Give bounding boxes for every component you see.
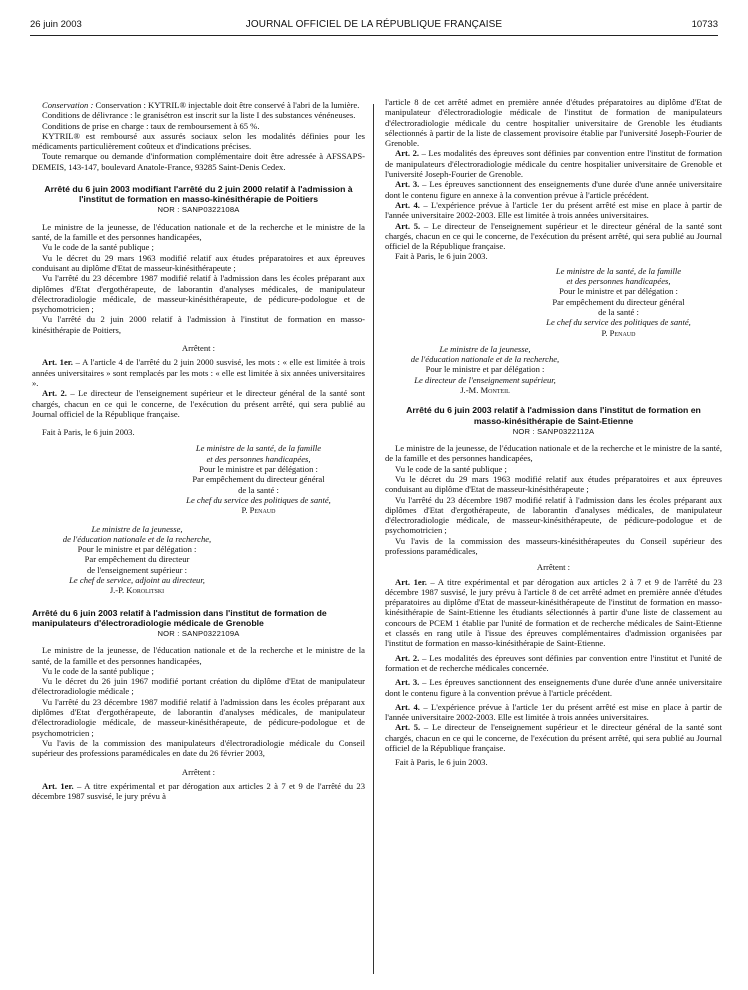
page-header: [30, 19, 718, 35]
sig-line: et des personnes handicapées,: [566, 276, 671, 287]
article-text: – A titre expérimental et par dérogation aux articles 2 à 7 et 9 de l'arrêté du 23 décembre 1987 susvisé, le jury prévu à: [32, 780, 366, 802]
intro-text: Conservation : KYTRIL® injectable doit être conservé à l'abri de la lumière.: [95, 100, 360, 110]
article-paragraph: [385, 702, 722, 723]
article-label: Art. 3.: [395, 179, 420, 190]
signatory-name: P. Penaud: [241, 505, 276, 516]
body-paragraph: Vu le décret du 29 mars 1963 modifié relatif aux études préparatoires et aux épreuves conduisant au diplôme d'Etat de masseur-kinésithérapeute ;: [32, 252, 365, 273]
body-paragraph: Le ministre de la jeunesse, de l'éducation nationale et de la recherche et le ministre de la santé, de la famille et des personnes handicapées,: [32, 645, 365, 666]
signature-block: [385, 266, 722, 338]
sig-line: Par empêchement du directeur général: [552, 296, 685, 307]
article-paragraph: [32, 357, 365, 388]
article-label: Art. 1er.: [42, 357, 73, 368]
signature-block: [32, 443, 365, 515]
article-label: Art. 4.: [395, 199, 420, 210]
article-label: Art. 2.: [42, 388, 67, 399]
body-paragraph: Vu l'avis de la commission des masseurs-kinésithérapeutes du Conseil supérieur des professions paramédicales,: [385, 535, 722, 556]
fait-line: Fait à Paris, le 6 juin 2003.: [395, 757, 488, 768]
intro-text: Conditions de prise en charge : taux de remboursement à 65 %.: [42, 120, 260, 131]
article-text: – Le directeur de l'enseignement supérieur et le directeur général de la santé sont chargés, chacun en ce qui le concerne, de l'exécution du présent arrêté, qui sera publié au Journal officiel de la République française.: [385, 220, 722, 252]
article-label: Art. 2.: [395, 148, 420, 159]
sig-line: Le ministre de la santé, de la famille: [555, 265, 682, 276]
article-text: – Les épreuves sanctionnent des enseignements d'une durée d'une année universitaire dont le contenu figure à la convention prévue à l'article précédent.: [385, 677, 722, 698]
article-label: Art. 1er.: [395, 576, 427, 587]
article-paragraph: [385, 221, 722, 252]
article-text: – Les modalités des épreuves sont définies par convention entre l'institut de formation de manipulateurs d'électroradiologie médicale du centre hospitalier universitaire de Grenoble et l'université Joseph-Fourier de Grenoble.: [385, 148, 723, 180]
article-label: Art. 1er.: [42, 780, 74, 791]
body-paragraph: Vu le décret du 29 mars 1963 modifié relatif aux études préparatoires et aux épreuves conduisant au diplôme d'Etat de masseur-kinésithérapeute ;: [385, 473, 722, 495]
article-paragraph: [385, 200, 722, 221]
article-text: – L'expérience prévue à l'article 1er du présent arrêté est mise en place à partir de l'année universitaire 2002-2003. Elle est limitée à trois années universitaires.: [385, 199, 722, 221]
column-divider: [373, 104, 374, 974]
sig-line: Le ministre de la jeunesse,: [91, 523, 183, 534]
article-paragraph: [385, 148, 722, 179]
sig-line: Par empêchement du directeur général: [192, 474, 325, 485]
body-paragraph: Vu le code de la santé publique ;: [395, 463, 507, 474]
sig-line: Pour le ministre et par délégation :: [199, 464, 318, 475]
article-label: Art. 3.: [395, 677, 420, 688]
sig-line: Le chef du service des politiques de santé,: [546, 317, 691, 328]
article-text: – Les épreuves sanctionnent des enseignements d'une durée d'une année universitaire dont le contenu figure en annexe à la convention prévue à l'article précédent.: [385, 179, 722, 200]
signature-block: [385, 344, 585, 395]
intro-paragraph: Conservation : Conservation : KYTRIL® injectable doit être conservé à l'abri de la lumière.: [42, 100, 360, 110]
nor-reference: NOR : SANP0322112A: [512, 426, 595, 436]
sig-line: de la santé :: [598, 306, 639, 317]
article-label: Art. 4.: [395, 701, 420, 712]
arretent-heading: Arrêtent :: [181, 766, 216, 777]
intro-paragraph: [32, 121, 365, 131]
signature-block: [42, 524, 232, 596]
sig-line: de la santé :: [238, 484, 279, 495]
fait-line: Fait à Paris, le 6 juin 2003.: [42, 427, 135, 438]
article-text: – Le directeur de l'enseignement supérieur et le directeur général de la santé sont chargés, chacun en ce qui le concerne, de l'exécution du présent arrêté, qui sera publié au Journal officiel de la République française.: [32, 388, 365, 419]
decree-title: Arrêté du 6 juin 2003 relatif à l'admission dans l'institut de formation en masso-kinésithérapie de Saint-Etienne: [406, 405, 701, 426]
body-paragraph: Vu le code de la santé publique ;: [42, 242, 154, 253]
body-paragraph: Vu le décret du 26 juin 1967 modifié portant création du diplôme d'Etat de manipulateur d'électroradiologie médicale ;: [32, 676, 365, 697]
sig-line: Par empêchement du directeur: [84, 554, 190, 565]
intro-text: Conditions de délivrance : le granisétron est inscrit sur la liste I des substances vénéneuses.: [42, 110, 356, 121]
header-rule: [30, 35, 718, 36]
body-paragraph: Vu l'arrêté du 23 décembre 1987 modifié relatif à l'admission dans les écoles préparant aux diplômes d'Etat d'ergothérapeute, de laborantin d'analyses médicales, de manipulateur d'électroradiologie médicale, de masseur-kinésithérapeute, de pédicure-podologue et de psychomotricien ;: [32, 273, 365, 315]
sig-line: Le ministre de la jeunesse,: [439, 343, 531, 354]
article-text: – L'expérience prévue à l'article 1er du présent arrêté est mise en place à partir de l'année universitaire 2002-2003. Elle est limitée à trois années universitaires.: [385, 701, 722, 723]
sig-line: et des personnes handicapées,: [206, 453, 311, 464]
article-paragraph: [32, 388, 365, 419]
body-paragraph: Vu le code de la santé publique ;: [42, 665, 154, 676]
article-paragraph: [385, 577, 722, 649]
left-column: [32, 100, 365, 801]
header-date: 26 juin 2003: [30, 19, 82, 30]
nor-reference: NOR : SANP0322108A: [157, 205, 240, 215]
body-paragraph: Le ministre de la jeunesse, de l'éducation nationale et de la recherche et le ministre de la santé, de la famille et des personnes handicapées,: [32, 221, 365, 243]
signatory-name: J.-P. Korolitski: [109, 585, 165, 596]
article-text: – A l'article 4 de l'arrêté du 2 juin 2000 susvisé, les mots : « elle est limitée à trois années universitaires » sont remplacés par les mots : « elle est limitée à six années universitaires ».: [32, 357, 365, 388]
arretent-heading: Arrêtent :: [536, 562, 571, 573]
body-paragraph: Le ministre de la jeunesse, de l'éducation nationale et de la recherche et le ministre de la santé, de la famille et des personnes handicapées,: [385, 443, 722, 464]
sig-line: Le chef du service des politiques de santé,: [186, 494, 331, 505]
sig-line: Pour le ministre et par délégation :: [425, 364, 545, 375]
intro-paragraph: [32, 110, 365, 120]
article-text: – Les modalités des épreuves sont définies par convention entre l'institut et l'unité de formation et de recherche médicales concernée.: [385, 652, 722, 673]
fait-line: Fait à Paris, le 6 juin 2003.: [395, 251, 488, 262]
intro-paragraph: KYTRIL® est remboursé aux assurés sociaux selon les modalités définies pour les médicaments particulièrement coûteux et d'indications précises.: [32, 130, 365, 152]
article-label: Art. 5.: [395, 722, 421, 733]
sig-line: de l'enseignement supérieur :: [86, 564, 188, 575]
signatory-name: J.-M. Monteil: [460, 385, 510, 396]
article-label: Art. 2.: [395, 652, 420, 663]
article-paragraph: [32, 781, 365, 802]
sig-line: Le chef de service, adjoint au directeur,: [69, 574, 205, 585]
right-column: [385, 97, 722, 768]
body-paragraph: Vu l'arrêté du 2 juin 2000 relatif à l'admission à l'institut de formation en masso-kinésithérapie de Poitiers,: [32, 314, 365, 335]
article-paragraph: [385, 179, 722, 200]
sig-line: Le ministre de la santé, de la famille: [195, 443, 322, 454]
article-paragraph: [385, 722, 722, 753]
article-text: – A titre expérimental et par dérogation aux articles 2 à 7 et 9 de l'arrêté du 23 décembre 1987 susvisé, le jury prévu à l'article 8 de cet arrêté admet en première année d'études préparatoires au diplôme d'Etat de masseur-kinésithérapeute de l'institut de formation en masso-kinésithérapie de Saint-Etienne les étudiants sélectionnés à partir d'une liste de classement au concours de PCEM 1 établie par l'unité de formation et de recherche médicales de Saint-Etienne et classés en rang utile à l'issue des épreuves complémentaires d'admission organisées par l'institut de formation en masso-kinésithérapie de Saint-Etienne.: [385, 576, 722, 649]
sig-line: de l'éducation nationale et de la recherche,: [62, 533, 212, 544]
intro-paragraph: Toute remarque ou demande d'information complémentaire doit être adressée à AFSSAPS-DEMEIS, 143-147, boulevard Anatole-France, 93285 Saint-Denis Cedex.: [32, 151, 365, 172]
arretent-heading: Arrêtent :: [181, 343, 216, 354]
article-paragraph: [385, 653, 722, 674]
article-label: Art. 5.: [395, 220, 421, 231]
signatory-name: P. Penaud: [601, 327, 636, 338]
header-journal-title: JOURNAL OFFICIEL DE LA RÉPUBLIQUE FRANÇAISE: [245, 19, 503, 30]
body-paragraph: l'article 8 de cet arrêté admet en première année d'études préparatoires au diplôme d'Etat de manipulateur d'électroradiologie médicale de l'institut de formation de manipulateurs d'électroradiologie médicale du centre hospitalier universitaire de Grenoble les étudiants sélectionnés à partir de la liste de classement provisoire établie par l'université Joseph-Fourier de Grenoble.: [385, 97, 722, 149]
article-text: – Le directeur de l'enseignement supérieur et le directeur général de la santé sont chargés, chacun en ce qui le concerne, de l'exécution du présent arrêté, qui sera publié au Journal officiel de la République française.: [385, 722, 722, 754]
body-paragraph: Vu l'avis de la commission des manipulateurs d'électroradiologie médicale du Conseil supérieur des professions paramédicales en date du 26 février 2003,: [32, 737, 365, 759]
sig-line: Pour le ministre et par délégation :: [559, 286, 678, 297]
sig-line: Pour le ministre et par délégation :: [77, 544, 197, 555]
sig-line: de l'éducation nationale et de la recherche,: [410, 354, 560, 365]
nor-reference: NOR : SANP0322109A: [157, 628, 240, 638]
decree-title: Arrêté du 6 juin 2003 modifiant l'arrêté du 2 juin 2000 relatif à l'admission à l'institut de formation en masso-kinésithérapie de Poitiers: [44, 184, 353, 205]
header-page-number: 10733: [691, 19, 718, 30]
decree-title: Arrêté du 6 juin 2003 relatif à l'admission dans l'institut de formation de manipulateurs d'électroradiologie médicale de Grenoble: [32, 607, 327, 628]
article-paragraph: [385, 677, 722, 698]
body-paragraph: Vu l'arrêté du 23 décembre 1987 modifié relatif à l'admission dans les écoles préparant aux diplômes d'Etat d'ergothérapeute, de laborantin d'analyses médicales, de manipulateur d'électroradiologie médicale, de masseur-kinésithérapeute, de pédicure-podologue et de psychomotricien ;: [32, 696, 365, 738]
body-paragraph: Vu l'arrêté du 23 décembre 1987 modifié relatif à l'admission dans les écoles préparant aux diplômes d'Etat d'ergothérapeute, de laborantin d'analyses médicales, de manipulateur d'électroradiologie médicale, de masseur-kinésithérapeute, de pédicure-podologue et de psychomotricien ;: [385, 494, 722, 536]
sig-line: Le directeur de l'enseignement supérieur,: [414, 374, 556, 385]
